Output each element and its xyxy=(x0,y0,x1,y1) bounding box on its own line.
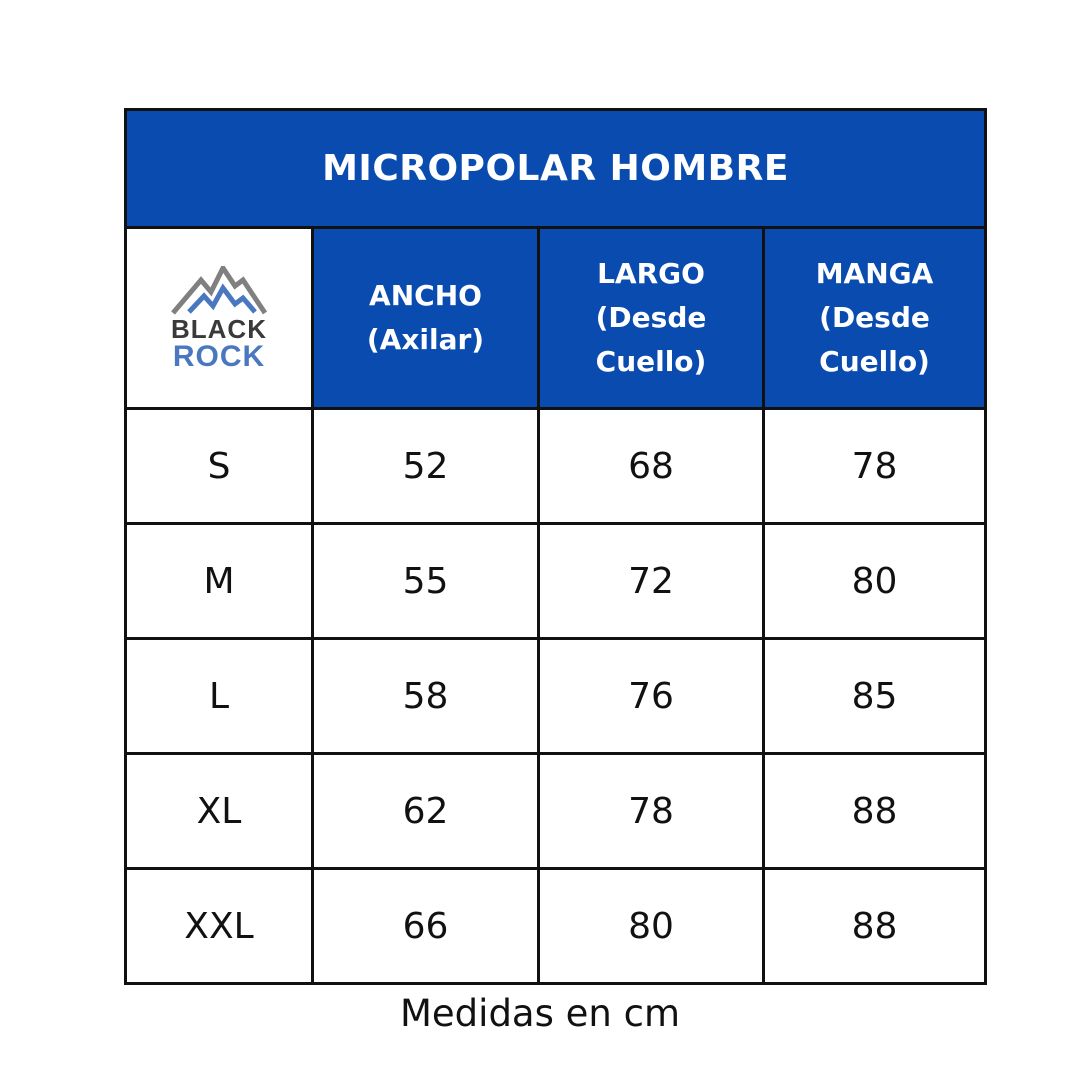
largo-cell: 76 xyxy=(539,639,764,754)
table-row xyxy=(126,524,986,639)
logo-cell xyxy=(126,228,313,409)
size-cell: XL xyxy=(126,754,313,869)
largo-cell: 72 xyxy=(539,524,764,639)
size-cell: M xyxy=(126,524,313,639)
manga-cell: 88 xyxy=(764,869,986,984)
table-row xyxy=(126,639,986,754)
ancho-cell: 52 xyxy=(313,409,539,524)
table-title: MICROPOLAR HOMBRE xyxy=(126,110,986,228)
title-row xyxy=(126,110,986,228)
ancho-cell: 58 xyxy=(313,639,539,754)
manga-cell: 88 xyxy=(764,754,986,869)
header-largo: LARGO (Desde Cuello) xyxy=(539,228,764,409)
table-row xyxy=(126,409,986,524)
ancho-cell: 55 xyxy=(313,524,539,639)
brand-logo xyxy=(171,266,267,373)
logo-line-rock: ROCK xyxy=(172,340,266,373)
ancho-cell: 62 xyxy=(313,754,539,869)
header-ancho: ANCHO (Axilar) xyxy=(313,228,539,409)
table-row xyxy=(126,869,986,984)
ancho-cell: 66 xyxy=(313,869,539,984)
size-cell: XXL xyxy=(126,869,313,984)
units-caption: Medidas en cm xyxy=(399,992,680,1035)
manga-cell: 85 xyxy=(764,639,986,754)
header-row xyxy=(126,228,986,409)
header-manga: MANGA (Desde Cuello) xyxy=(764,228,986,409)
mountain-icon xyxy=(171,266,267,316)
manga-cell: 80 xyxy=(764,524,986,639)
size-cell: L xyxy=(126,639,313,754)
table-row xyxy=(126,754,986,869)
size-chart-table xyxy=(124,108,987,985)
largo-cell: 78 xyxy=(539,754,764,869)
logo-line-black: BLACK xyxy=(171,314,267,344)
largo-cell: 68 xyxy=(539,409,764,524)
largo-cell: 80 xyxy=(539,869,764,984)
manga-cell: 78 xyxy=(764,409,986,524)
size-cell: S xyxy=(126,409,313,524)
